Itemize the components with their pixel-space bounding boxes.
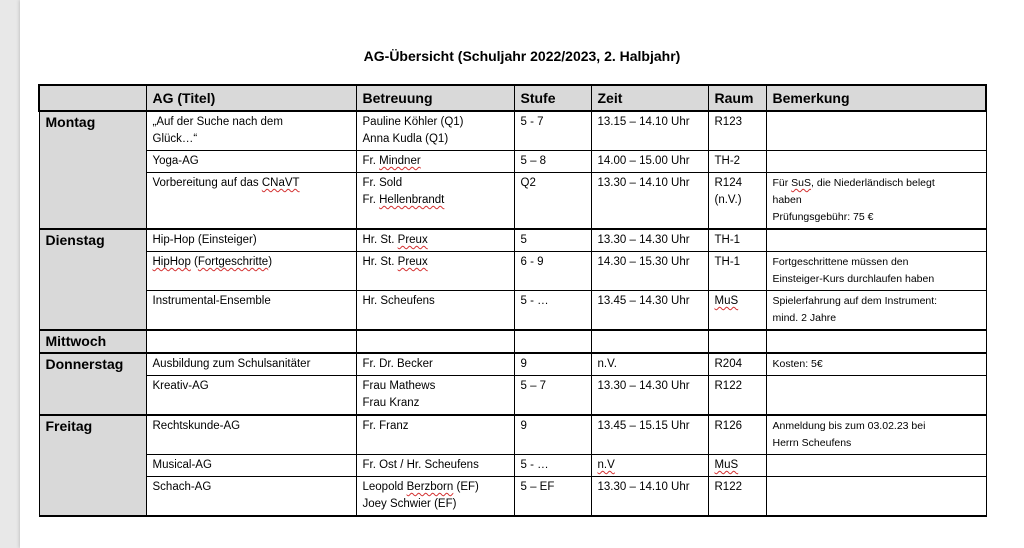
cell-stufe: 5 – EF bbox=[514, 477, 591, 517]
document-title: AG-Übersicht (Schuljahr 2022/2023, 2. Halbjahr) bbox=[363, 48, 681, 64]
cell-zeit: 13.30 – 14.10 Uhr bbox=[591, 477, 708, 517]
cell-raum-line: R124 bbox=[714, 177, 742, 189]
cell-zeit: n.V. bbox=[591, 353, 708, 376]
cell-text: Hr. St. bbox=[362, 234, 398, 246]
day-cell-mittwoch: Mittwoch bbox=[39, 330, 146, 353]
cell-bemerkung-line: Einsteiger-Kurs durchlaufen haben bbox=[772, 273, 935, 285]
cell-text: , die Niederländisch belegt bbox=[811, 177, 935, 189]
cell-bemerkung-line: Fortgeschrittene müssen den bbox=[772, 256, 909, 268]
cell-title bbox=[146, 252, 356, 291]
cell-bemerkung bbox=[766, 330, 986, 353]
cell-bemerkung bbox=[766, 173, 986, 230]
cell-stufe: 9 bbox=[514, 353, 591, 376]
cell-zeit bbox=[591, 455, 708, 477]
cell-betreuung: Fr. Franz bbox=[356, 415, 514, 455]
cell-zeit: 13.30 – 14.10 Uhr bbox=[591, 173, 708, 230]
cell-zeit: 13.45 – 15.15 Uhr bbox=[591, 415, 708, 455]
cell-bemerkung-line bbox=[773, 175, 980, 192]
cell-betreuung-line: Frau Mathews bbox=[362, 380, 436, 392]
table-row bbox=[39, 353, 986, 376]
cell-bemerkung bbox=[766, 376, 986, 416]
cell-zeit: 13.45 – 14.30 Uhr bbox=[591, 291, 708, 331]
cell-betreuung-line bbox=[363, 479, 508, 496]
cell-title-line: „Auf der Suche nach dem bbox=[152, 116, 283, 128]
cell-raum: TH-1 bbox=[708, 252, 766, 291]
cell-stufe bbox=[514, 330, 591, 353]
table-row bbox=[39, 376, 986, 416]
cell-betreuung bbox=[356, 330, 514, 353]
cell-raum: R122 bbox=[708, 477, 766, 517]
cell-bemerkung bbox=[766, 252, 986, 291]
ag-table bbox=[38, 84, 987, 517]
cell-betreuung bbox=[356, 173, 514, 230]
table-header-row bbox=[39, 85, 986, 111]
cell-text: Vorbereitung auf das bbox=[152, 177, 262, 189]
spellcheck-word: CNaVT bbox=[261, 177, 300, 189]
header-cell-zeit: Zeit bbox=[591, 85, 708, 111]
cell-betreuung-line: Frau Kranz bbox=[362, 397, 420, 409]
cell-betreuung bbox=[356, 111, 514, 151]
spellcheck-word: Fortgeschritte bbox=[197, 256, 269, 268]
cell-bemerkung bbox=[766, 229, 986, 252]
header-cell-betreuung: Betreuung bbox=[356, 85, 514, 111]
cell-text: Fr. bbox=[362, 155, 380, 167]
table-row bbox=[39, 151, 986, 173]
cell-zeit bbox=[591, 330, 708, 353]
cell-betreuung bbox=[356, 252, 514, 291]
table-row bbox=[39, 455, 986, 477]
cell-title: Ausbildung zum Schulsanitäter bbox=[146, 353, 356, 376]
cell-bemerkung bbox=[766, 151, 986, 173]
cell-betreuung-line: Anna Kudla (Q1) bbox=[362, 133, 449, 145]
cell-bemerkung-line: haben bbox=[772, 194, 802, 206]
table-row bbox=[39, 229, 986, 252]
cell-title: Musical-AG bbox=[146, 455, 356, 477]
spellcheck-word: Hellenbrandt bbox=[379, 194, 445, 206]
spellcheck-word: MuS bbox=[714, 295, 739, 307]
cell-title bbox=[146, 330, 356, 353]
cell-raum-line: (n.V.) bbox=[714, 194, 742, 206]
cell-bemerkung-line: Herrn Scheufens bbox=[772, 437, 852, 449]
table-row bbox=[39, 415, 986, 455]
cell-title: Kreativ-AG bbox=[146, 376, 356, 416]
cell-betreuung bbox=[356, 477, 514, 517]
cell-bemerkung bbox=[766, 111, 986, 151]
cell-title: Schach-AG bbox=[146, 477, 356, 517]
cell-raum bbox=[708, 173, 766, 230]
cell-bemerkung bbox=[766, 477, 986, 517]
cell-stufe: 5 – 7 bbox=[514, 376, 591, 416]
table-row bbox=[39, 477, 986, 517]
header-cell-stufe: Stufe bbox=[514, 85, 591, 111]
cell-raum: TH-2 bbox=[708, 151, 766, 173]
cell-raum: TH-1 bbox=[708, 229, 766, 252]
cell-text: Leopold bbox=[362, 481, 407, 493]
cell-text: Für bbox=[772, 177, 792, 189]
cell-text: ) bbox=[268, 256, 273, 268]
cell-text: ( bbox=[190, 256, 198, 268]
cell-stufe: 5 – 8 bbox=[514, 151, 591, 173]
cell-text: Hr. St. bbox=[362, 256, 398, 268]
spellcheck-word: SuS bbox=[791, 177, 812, 189]
cell-betreuung-line: Fr. Sold bbox=[362, 177, 403, 189]
cell-raum: R204 bbox=[708, 353, 766, 376]
cell-stufe: 9 bbox=[514, 415, 591, 455]
cell-title-line: Glück…“ bbox=[152, 133, 198, 145]
cell-zeit: 13.30 – 14.30 Uhr bbox=[591, 376, 708, 416]
table-row bbox=[39, 111, 986, 151]
spellcheck-word: Berzborn bbox=[406, 481, 454, 493]
cell-zeit: 14.30 – 15.30 Uhr bbox=[591, 252, 708, 291]
cell-stufe: 5 - … bbox=[514, 455, 591, 477]
header-cell-day bbox=[39, 85, 146, 111]
table-row bbox=[39, 291, 986, 331]
day-cell-dienstag: Dienstag bbox=[39, 229, 146, 330]
cell-raum: R126 bbox=[708, 415, 766, 455]
cell-raum bbox=[708, 455, 766, 477]
spellcheck-word: MuS bbox=[714, 459, 739, 471]
cell-bemerkung-line: Anmeldung bis zum 03.02.23 bei bbox=[772, 420, 926, 432]
cell-betreuung: Fr. Dr. Becker bbox=[356, 353, 514, 376]
cell-bemerkung bbox=[766, 291, 986, 331]
header-cell-raum: Raum bbox=[708, 85, 766, 111]
table-row bbox=[39, 173, 986, 230]
cell-bemerkung: Kosten: 5€ bbox=[766, 353, 986, 376]
cell-title: Rechtskunde-AG bbox=[146, 415, 356, 455]
cell-raum bbox=[708, 291, 766, 331]
cell-betreuung-line bbox=[363, 192, 508, 209]
spellcheck-word: n.V bbox=[597, 459, 615, 471]
cell-title bbox=[146, 173, 356, 230]
cell-betreuung bbox=[356, 151, 514, 173]
cell-raum: R123 bbox=[708, 111, 766, 151]
cell-bemerkung-line: Spielerfahrung auf dem Instrument: bbox=[772, 295, 938, 307]
cell-stufe: 5 - 7 bbox=[514, 111, 591, 151]
cell-stufe: 5 bbox=[514, 229, 591, 252]
cell-betreuung-line: Pauline Köhler (Q1) bbox=[362, 116, 464, 128]
table-row bbox=[39, 330, 986, 353]
cell-text: (EF) bbox=[453, 481, 479, 493]
cell-title bbox=[146, 111, 356, 151]
header-cell-bemerkung: Bemerkung bbox=[766, 85, 986, 111]
cell-bemerkung-line: mind. 2 Jahre bbox=[772, 312, 837, 324]
cell-title: Yoga-AG bbox=[146, 151, 356, 173]
spellcheck-word: HipHop bbox=[152, 256, 191, 268]
cell-betreuung: Fr. Ost / Hr. Scheufens bbox=[356, 455, 514, 477]
spellcheck-word: Preux bbox=[397, 234, 428, 246]
cell-bemerkung bbox=[766, 415, 986, 455]
header-cell-title: AG (Titel) bbox=[146, 85, 356, 111]
cell-stufe: 6 - 9 bbox=[514, 252, 591, 291]
cell-text: Fr. bbox=[362, 194, 380, 206]
cell-raum bbox=[708, 330, 766, 353]
table-row bbox=[39, 252, 986, 291]
cell-zeit: 13.30 – 14.30 Uhr bbox=[591, 229, 708, 252]
cell-title: Hip-Hop (Einsteiger) bbox=[146, 229, 356, 252]
spellcheck-word: Mindner bbox=[379, 155, 421, 167]
spellcheck-word: Preux bbox=[397, 256, 428, 268]
day-cell-montag: Montag bbox=[39, 111, 146, 229]
cell-zeit: 14.00 – 15.00 Uhr bbox=[591, 151, 708, 173]
cell-raum: R122 bbox=[708, 376, 766, 416]
day-cell-freitag: Freitag bbox=[39, 415, 146, 516]
cell-bemerkung-line: Prüfungsgebühr: 75 € bbox=[772, 211, 874, 223]
cell-zeit: 13.15 – 14.10 Uhr bbox=[591, 111, 708, 151]
day-cell-donnerstag: Donnerstag bbox=[39, 353, 146, 415]
cell-stufe: Q2 bbox=[514, 173, 591, 230]
cell-betreuung bbox=[356, 229, 514, 252]
cell-betreuung: Hr. Scheufens bbox=[356, 291, 514, 331]
document-page bbox=[20, 0, 1024, 548]
cell-betreuung-line: Joey Schwier (EF) bbox=[362, 498, 457, 510]
cell-betreuung bbox=[356, 376, 514, 416]
cell-stufe: 5 - … bbox=[514, 291, 591, 331]
cell-bemerkung bbox=[766, 455, 986, 477]
cell-title: Instrumental-Ensemble bbox=[146, 291, 356, 331]
